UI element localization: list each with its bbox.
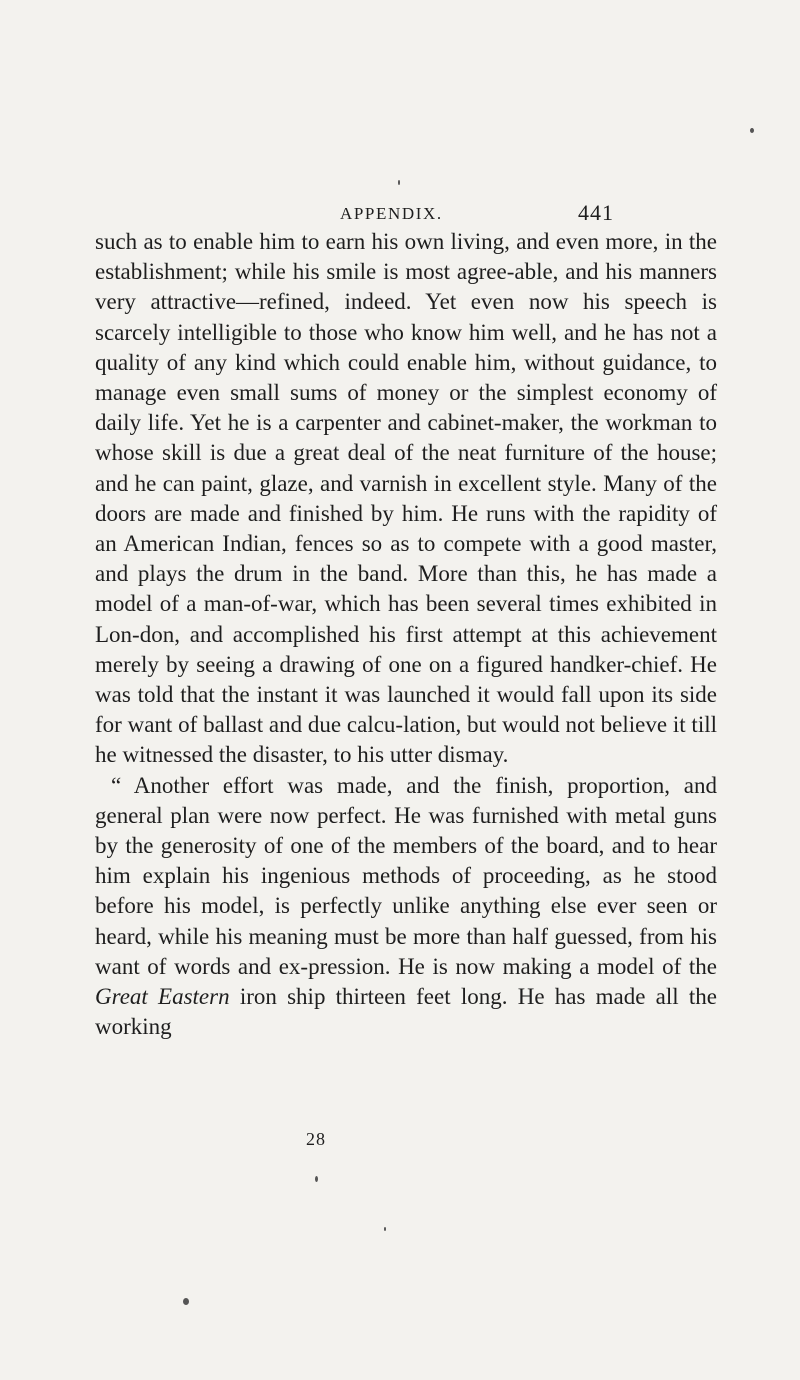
paragraph-2 [95, 771, 717, 1043]
paragraph-1: such as to enable him to earn his own living, and even more, in the establishment; while his smile is most agree-able, and his manners very attractive—refined, indeed. Yet even now his speech is scarcely intelligible to those who know him well, and he has not a quality of any kind which could enable him, without guidance, to manage even small sums of money or the simplest economy of daily life. Yet he is a carpenter and cabinet-maker, the workman to whose skill is due a great deal of the neat furniture of the house; and he can paint, glaze, and varnish in excellent style. Many of the doors are made and finished by him. He runs with the rapidity of an American Indian, fences so as to compete with a good master, and plays the drum in the band. More than this, he has made a model of a man-of-war, which has been several times exhibited in Lon-don, and accomplished his first attempt at this achievement merely by seeing a drawing of one on a figured handker-chief. He was told that the instant it was launched it would fall upon its side for want of ballast and due calcu-lation, but would not believe it till he witnessed the disaster, to his utter dismay. [95, 229, 717, 768]
running-head: APPENDIX. [340, 204, 443, 223]
scan-speck [750, 128, 754, 133]
ship-name-italic: Great Eastern [95, 984, 230, 1010]
scan-speck [315, 1176, 318, 1182]
scan-speck [183, 1298, 189, 1305]
paragraph-2-text-end: iron ship thirteen feet long. He has made all the working [95, 984, 717, 1040]
body-text [95, 227, 717, 1042]
paragraph-2-text-start: “ Another effort was made, and the finish, proportion, and general plan were now perfect. He was furnished with metal guns by the generosity of one of the members of the board, and to hear him explain his ingenious methods of proceeding, as he stood before his model, is perfectly unlike anything else ever seen or heard, while his meaning must be more than half guessed, from his want of words and ex-pression. He is now making a model of the [95, 772, 717, 979]
scan-speck [398, 180, 400, 185]
page-header [278, 200, 678, 230]
scan-speck [384, 1227, 386, 1231]
signature-mark: 28 [306, 1129, 326, 1149]
page-number: 441 [578, 200, 614, 225]
